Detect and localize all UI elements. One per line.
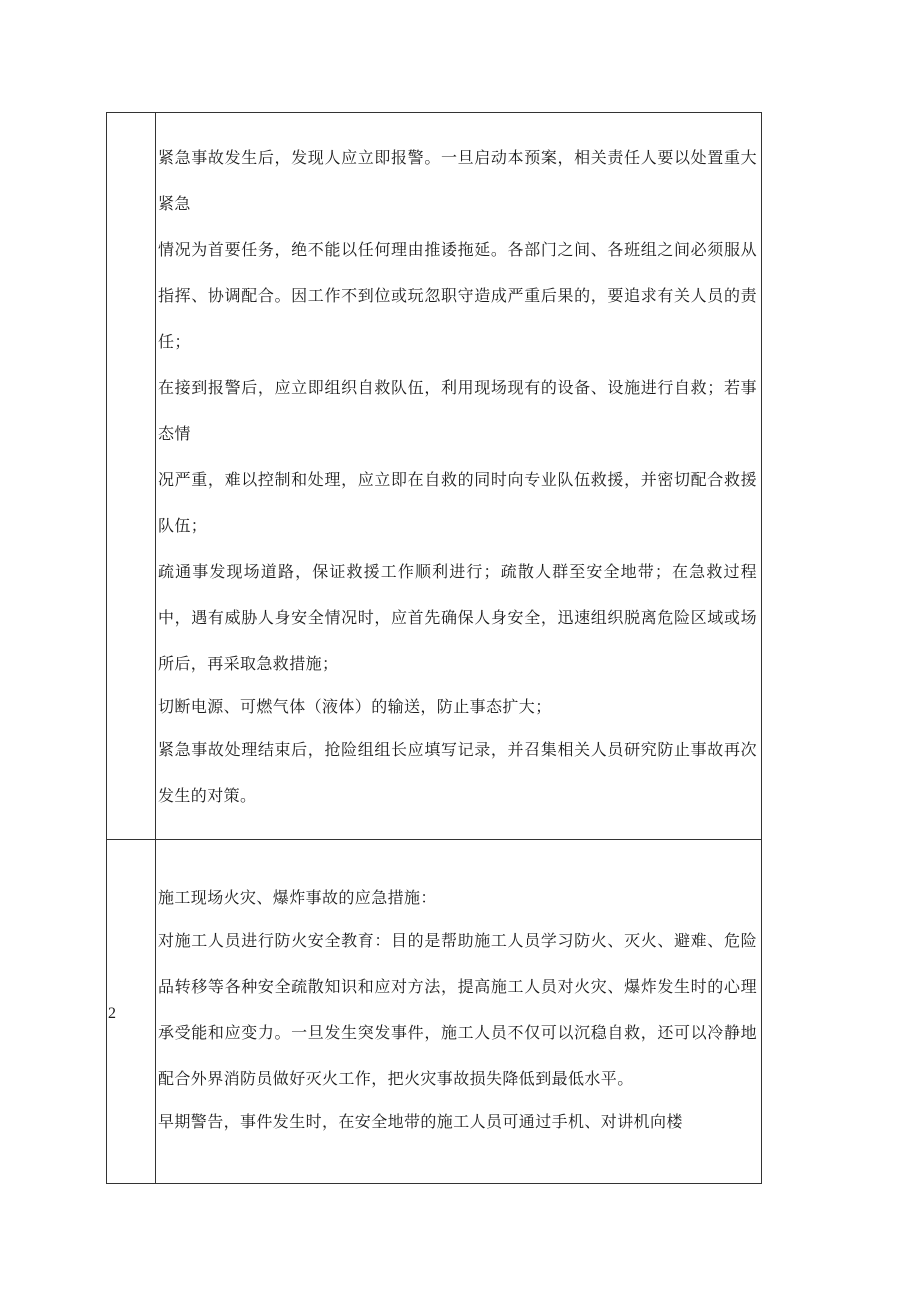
- row-number: 2: [108, 1004, 116, 1022]
- paragraph: 况严重，难以控制和处理，应立即在自救的同时向专业队伍救援，并密切配合救援队伍；: [158, 470, 757, 535]
- paragraph: 情况为首要任务，绝不能以任何理由推诿拖延。各部门之间、各班组之间必须服从指挥、协调配合。因工作不到位或玩忽职守造成严重后果的，要追求有关人员的责任；: [158, 240, 757, 351]
- paragraph: 紧急事故发生后，发现人应立即报警。一旦启动本预案，相关责任人要以处置重大紧急: [158, 148, 757, 213]
- section-heading: 施工现场火灾、爆炸事故的应急措施：: [158, 888, 437, 907]
- table-row: [107, 113, 762, 840]
- row-number-cell: [107, 840, 156, 1184]
- paragraph: 疏通事发现场道路，保证救援工作顺利进行；疏散人群至安全地带；在急救过程中，遇有威胁人身安全情况时，应首先确保人身安全，迅速组织脱离危险区域或场所后，再采取急救措施；: [158, 562, 757, 673]
- row-number-cell: [107, 113, 156, 840]
- row-content-cell: [156, 840, 762, 1184]
- paragraph: 早期警告，事件发生时，在安全地带的施工人员可通过手机、对讲机向楼: [158, 1112, 683, 1131]
- document-table: [106, 112, 762, 1184]
- table-row: [107, 840, 762, 1184]
- paragraph: 切断电源、可燃气体（液体）的输送，防止事态扩大；: [158, 697, 552, 716]
- paragraph: 紧急事故处理结束后，抢险组组长应填写记录，并召集相关人员研究防止事故再次发生的对策。: [158, 740, 757, 805]
- paragraph: 对施工人员进行防火安全教育：目的是帮助施工人员学习防火、灭火、避难、危险品转移等各种安全疏散知识和应对方法，提高施工人员对火灾、爆炸发生时的心理承受能和应变力。一旦发生突发事件，施工人员不仅可以沉稳自救，还可以冷静地配合外界消防员做好灭火工作，把火灾事故损失降低到最低水平。: [158, 931, 757, 1088]
- row-content-cell: [156, 113, 762, 840]
- paragraph: 在接到报警后，应立即组织自救队伍，利用现场现有的设备、设施进行自救；若事态情: [158, 378, 757, 443]
